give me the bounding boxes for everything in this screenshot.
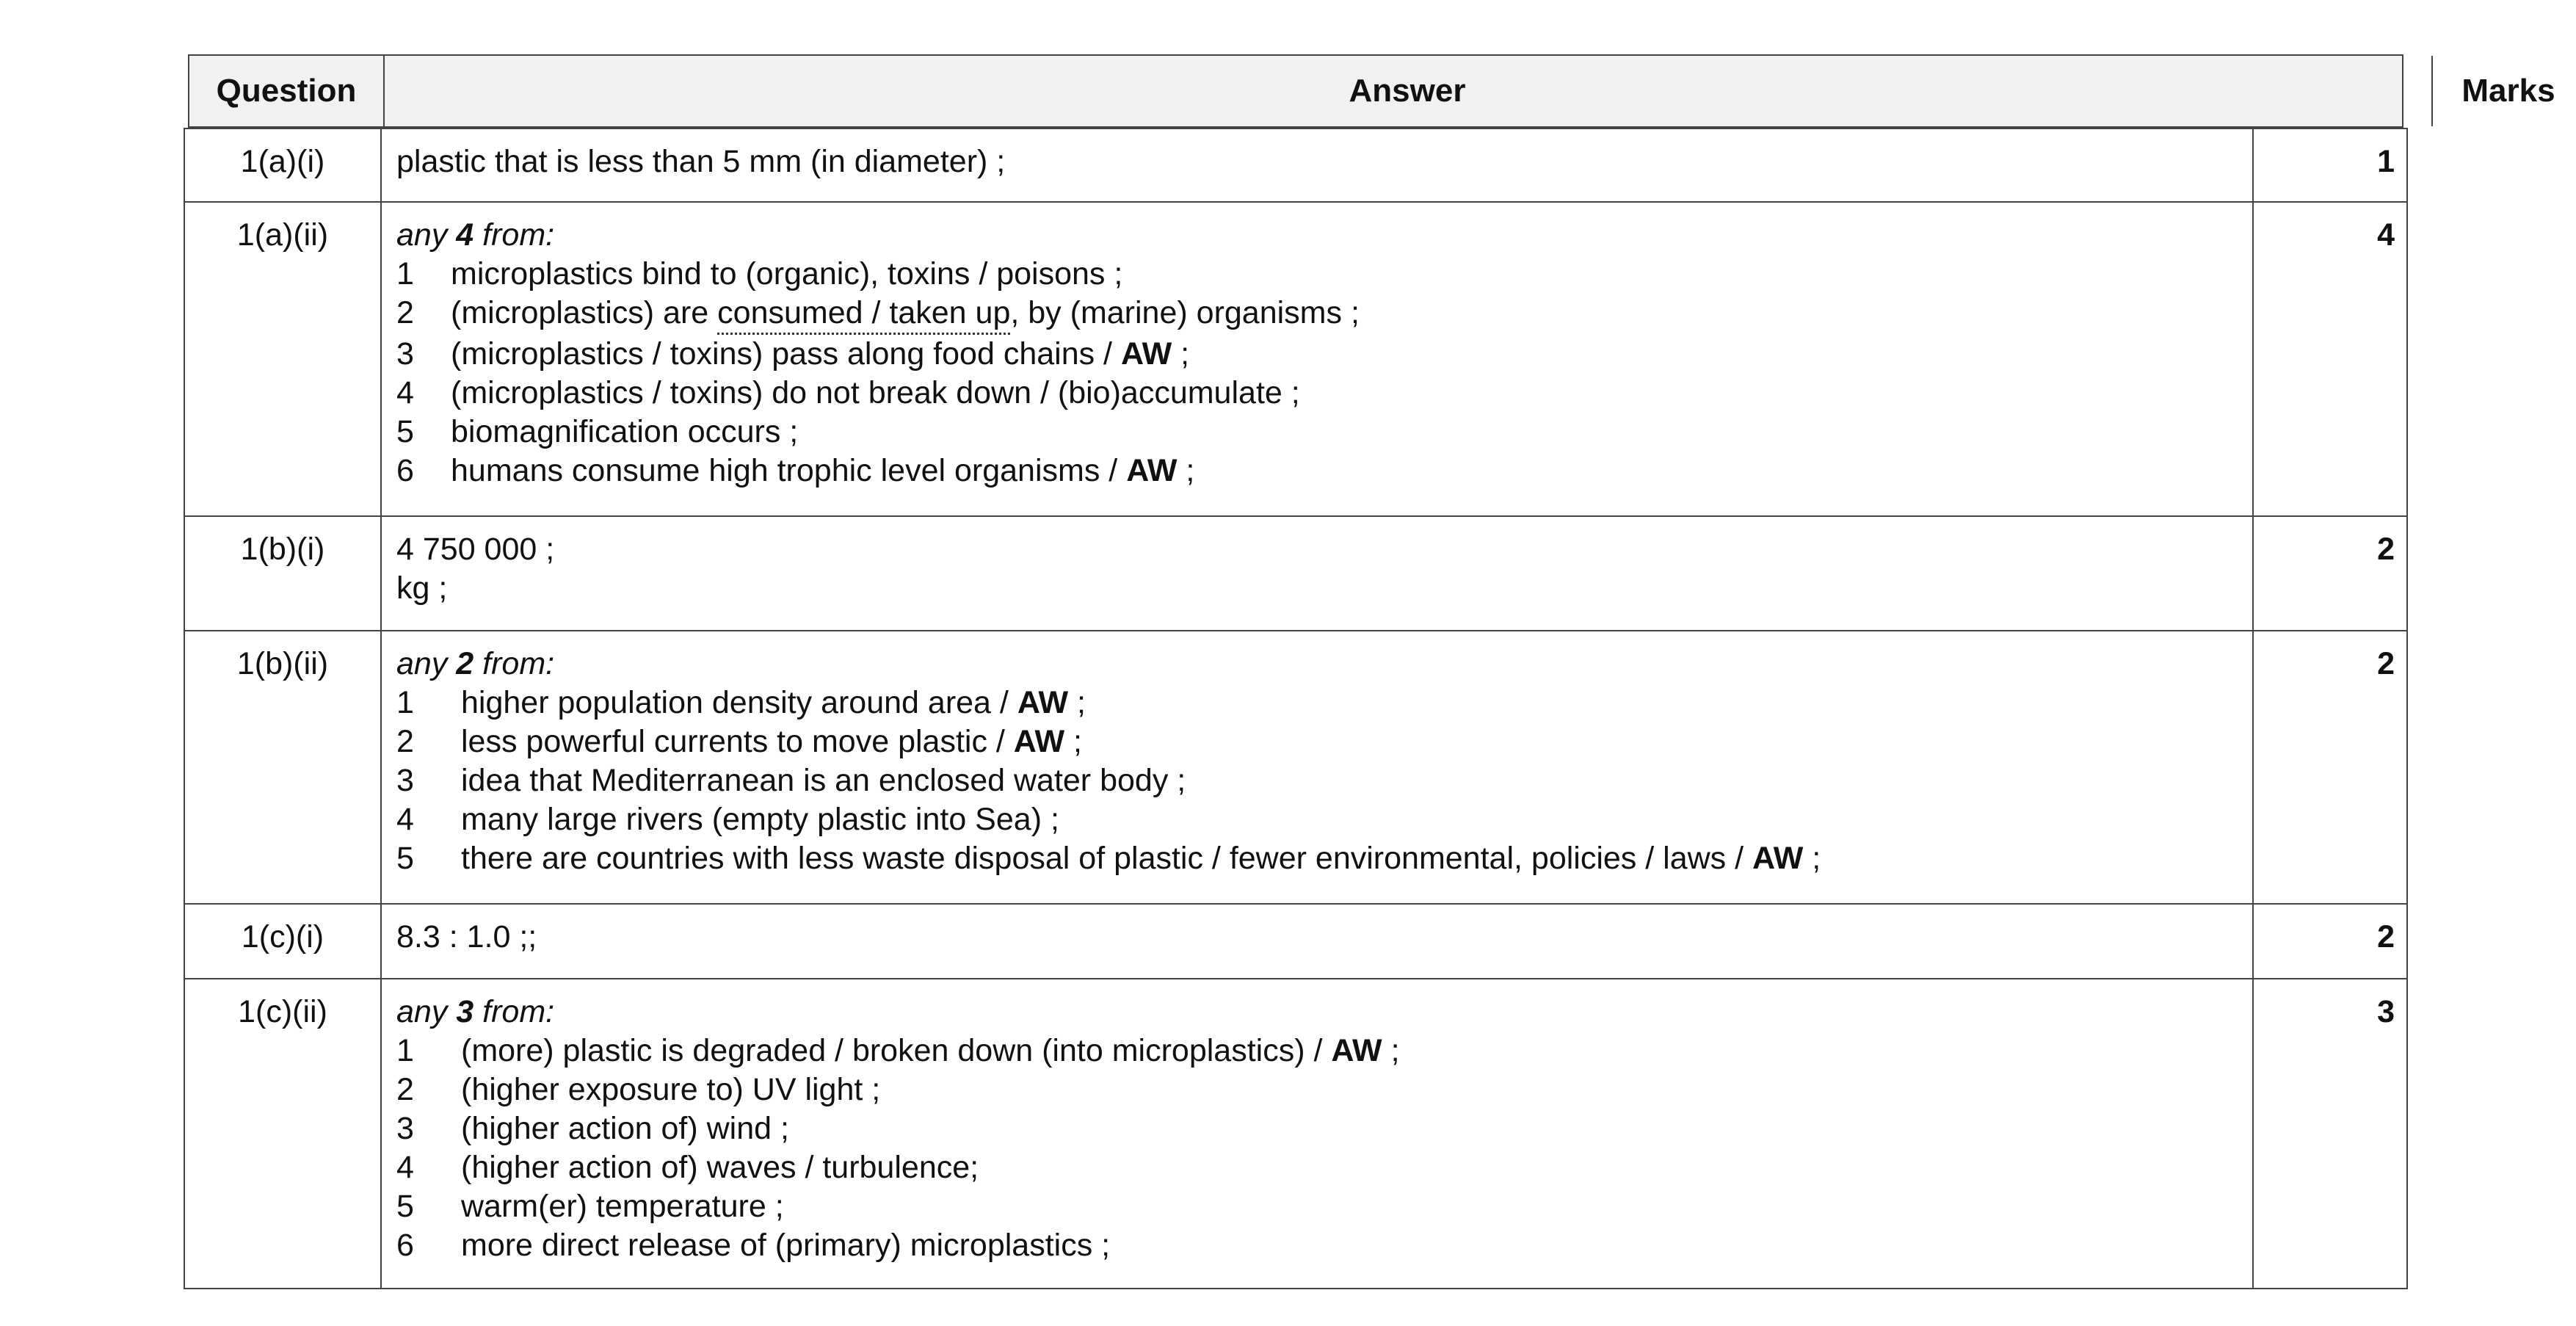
answer-line: kg ; xyxy=(396,570,448,606)
point-text: (higher action of) waves / turbulence; xyxy=(461,1150,979,1185)
table-row xyxy=(184,202,2407,516)
point-text: higher population density around area / xyxy=(461,685,1017,720)
lead-prefix: any xyxy=(396,217,457,253)
answer-cell xyxy=(381,516,2253,631)
aw-marker: AW xyxy=(1120,336,1172,372)
point-number: 5 xyxy=(396,414,414,449)
point-number: 5 xyxy=(396,841,414,876)
point-number: 4 xyxy=(396,375,414,410)
marks-value: 3 xyxy=(2253,979,2407,1289)
point-text: (microplastics / toxins) do not break down / (bio)accumulate ; xyxy=(451,375,1300,410)
point-end: ; xyxy=(1068,685,1086,720)
answer-point xyxy=(396,452,2238,490)
answer-point xyxy=(396,1148,2238,1187)
answer-point xyxy=(396,684,2238,722)
aw-marker: AW xyxy=(1017,685,1069,720)
answer-point xyxy=(396,761,2238,800)
question-number: 1(c)(ii) xyxy=(184,979,381,1289)
point-number: 1 xyxy=(396,1033,414,1068)
point-text: (microplastics / toxins) pass along food chains / xyxy=(451,336,1121,372)
answer-point xyxy=(396,413,2238,452)
point-text-pre: (microplastics) are xyxy=(451,295,718,330)
marks-value: 2 xyxy=(2253,904,2407,979)
answer-point xyxy=(396,1070,2238,1109)
lead-count: 4 xyxy=(456,217,474,253)
question-number: 1(a)(ii) xyxy=(184,202,381,516)
answer-point xyxy=(396,800,2238,839)
header-marks: Marks xyxy=(2461,73,2555,109)
lead-suffix: from: xyxy=(474,217,555,253)
point-end: ; xyxy=(1172,336,1190,372)
question-number: 1(c)(i) xyxy=(184,904,381,979)
aw-marker: AW xyxy=(1331,1033,1382,1068)
answer-cell xyxy=(381,979,2253,1289)
lead-prefix: any xyxy=(396,994,457,1029)
point-text: many large rivers (empty plastic into Sea) ; xyxy=(461,802,1059,837)
lead-suffix: from: xyxy=(474,994,555,1029)
point-text: (higher exposure to) UV light ; xyxy=(461,1072,881,1107)
underlined-term: consumed / taken up xyxy=(717,294,1010,335)
point-number: 3 xyxy=(396,1111,414,1146)
answer-text: plastic that is less than 5 mm (in diameter) ; xyxy=(396,144,1006,179)
table-row xyxy=(184,128,2407,202)
point-number: 6 xyxy=(396,1228,414,1263)
answer-point xyxy=(396,839,2238,878)
answer-cell xyxy=(381,904,2253,979)
point-number: 2 xyxy=(396,295,414,330)
point-number: 3 xyxy=(396,336,414,372)
marks-value: 4 xyxy=(2253,202,2407,516)
aw-marker: AW xyxy=(1752,841,1804,876)
point-number: 1 xyxy=(396,685,414,720)
lead-prefix: any xyxy=(396,646,457,681)
header-answer: Answer xyxy=(383,56,2433,126)
point-text: there are countries with less waste disposal of plastic / fewer environmental, policies / laws / xyxy=(461,841,1753,876)
answer-lead xyxy=(396,993,2238,1032)
point-end: ; xyxy=(1803,841,1821,876)
point-text: warm(er) temperature ; xyxy=(461,1189,784,1224)
answer-point xyxy=(396,1226,2238,1265)
point-number: 5 xyxy=(396,1189,414,1224)
table-row xyxy=(184,631,2407,904)
table-header xyxy=(188,54,2555,128)
answer-point xyxy=(396,1109,2238,1148)
aw-marker: AW xyxy=(1126,453,1178,488)
answer-point xyxy=(396,335,2238,374)
point-number: 2 xyxy=(396,1072,414,1107)
marks-value: 2 xyxy=(2253,631,2407,904)
answer-point xyxy=(396,1187,2238,1226)
lead-suffix: from: xyxy=(474,646,555,681)
answer-point xyxy=(396,294,2238,335)
mark-scheme-table xyxy=(184,128,2408,1289)
point-text: less powerful currents to move plastic / xyxy=(461,724,1014,759)
point-text: (more) plastic is degraded / broken down (into microplastics) / xyxy=(461,1033,1332,1068)
answer-text: 8.3 : 1.0 ;; xyxy=(396,919,537,954)
answer-lead xyxy=(396,645,2238,684)
answer-point xyxy=(396,1032,2238,1070)
table-row xyxy=(184,979,2407,1289)
point-number: 1 xyxy=(396,256,414,291)
point-text: more direct release of (primary) microplastics ; xyxy=(461,1228,1111,1263)
table-row xyxy=(184,516,2407,631)
answer-point xyxy=(396,255,2238,294)
aw-marker: AW xyxy=(1013,724,1065,759)
point-text: microplastics bind to (organic), toxins / poisons ; xyxy=(451,256,1123,291)
point-text-post: , by (marine) organisms ; xyxy=(1010,295,1360,330)
point-number: 4 xyxy=(396,802,414,837)
lead-count: 3 xyxy=(456,994,474,1029)
point-end: ; xyxy=(1382,1033,1400,1068)
table-row xyxy=(184,904,2407,979)
point-number: 2 xyxy=(396,724,414,759)
question-number: 1(a)(i) xyxy=(184,128,381,202)
marks-value: 2 xyxy=(2253,516,2407,631)
point-text: biomagnification occurs ; xyxy=(451,414,799,449)
point-number: 3 xyxy=(396,763,414,798)
point-text: idea that Mediterranean is an enclosed water body ; xyxy=(461,763,1186,798)
answer-cell xyxy=(381,202,2253,516)
answer-point xyxy=(396,722,2238,761)
lead-count: 2 xyxy=(456,646,474,681)
point-number: 4 xyxy=(396,1150,414,1185)
point-end: ; xyxy=(1064,724,1082,759)
answer-line: 4 750 000 ; xyxy=(396,532,555,567)
point-end: ; xyxy=(1177,453,1195,488)
answer-cell xyxy=(381,631,2253,904)
question-number: 1(b)(i) xyxy=(184,516,381,631)
answer-cell xyxy=(381,128,2253,202)
header-question: Question xyxy=(189,56,385,126)
answer-point xyxy=(396,374,2238,413)
answer-lead xyxy=(396,216,2238,255)
point-text: (higher action of) wind ; xyxy=(461,1111,789,1146)
marks-value: 1 xyxy=(2253,128,2407,202)
point-text: humans consume high trophic level organisms / xyxy=(451,453,1127,488)
point-number: 6 xyxy=(396,453,414,488)
question-number: 1(b)(ii) xyxy=(184,631,381,904)
